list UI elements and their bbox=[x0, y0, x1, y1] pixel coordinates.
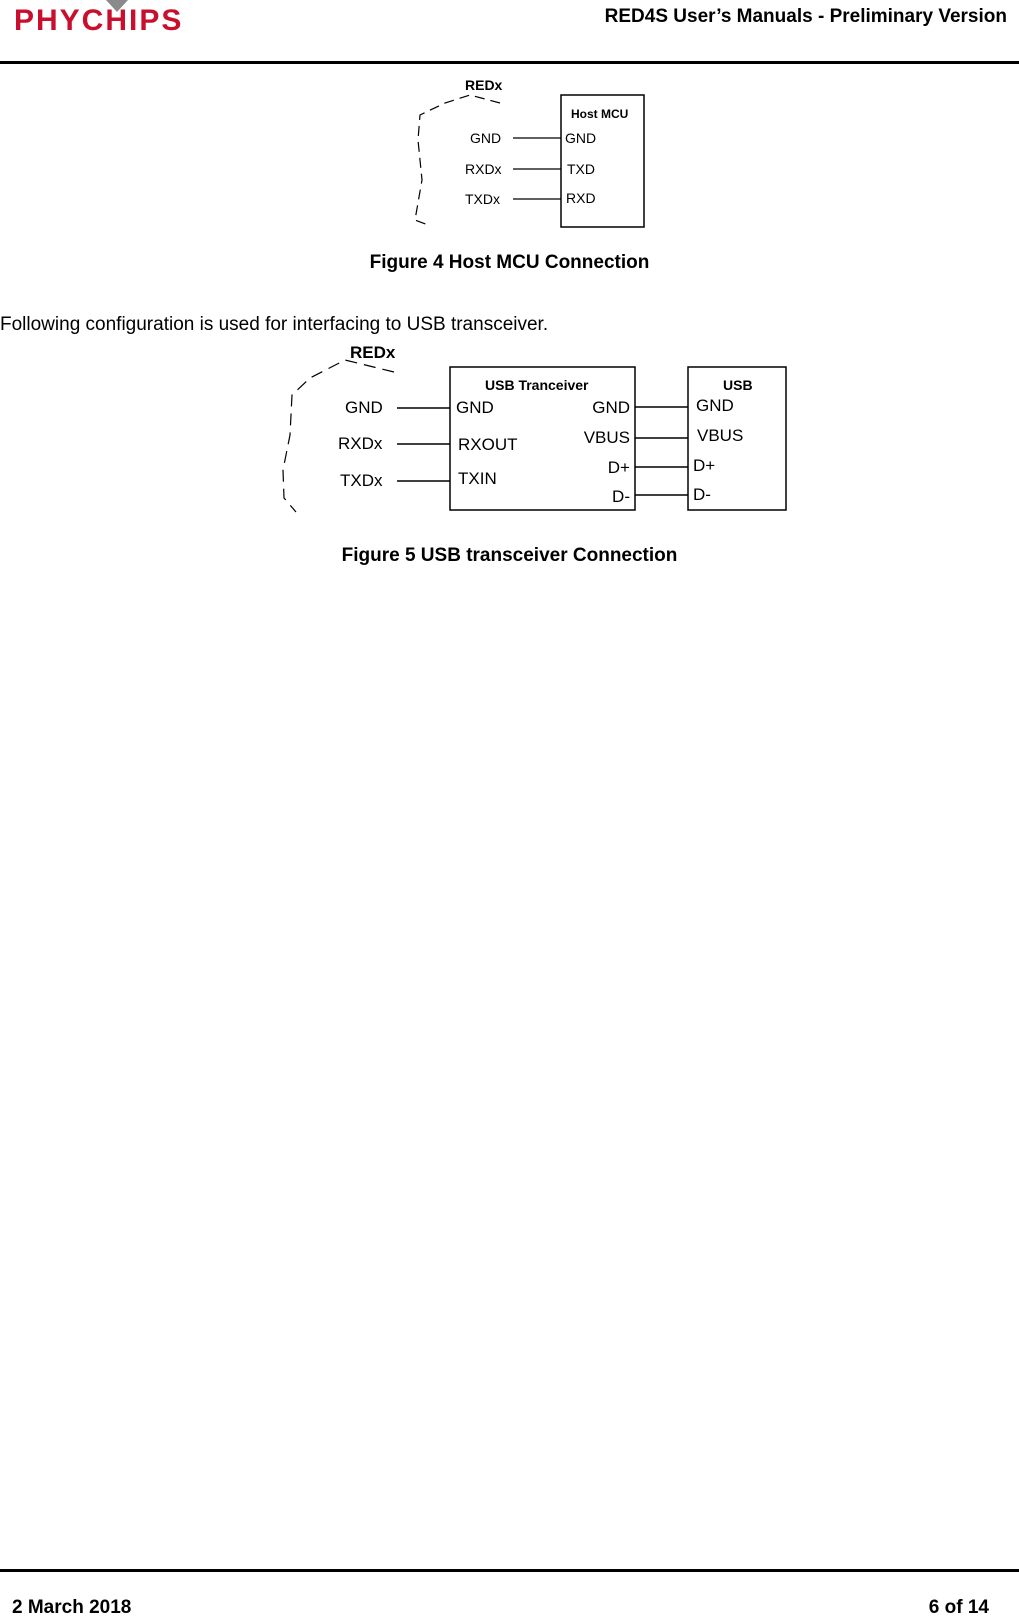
figure5-diagram bbox=[0, 340, 1019, 540]
mcu-pin-txd: TXD bbox=[567, 161, 595, 177]
usb-transceiver-title: USB Tranceiver bbox=[485, 377, 589, 393]
figure4-redx-pin-txdx: TXDx bbox=[465, 191, 500, 207]
transceiver-pin-dminus: D- bbox=[612, 487, 630, 506]
usb-pin-gnd: GND bbox=[696, 396, 734, 415]
document-title: RED4S User’s Manuals - Preliminary Version bbox=[604, 6, 1007, 27]
transceiver-pin-gnd-right: GND bbox=[592, 398, 630, 417]
transceiver-pin-vbus: VBUS bbox=[583, 428, 630, 447]
figure5-redx-label: REDx bbox=[350, 343, 396, 362]
figure4-caption: Figure 4 Host MCU Connection bbox=[369, 252, 650, 273]
transceiver-pin-gnd: GND bbox=[456, 398, 494, 417]
figure4-redx-pin-rxdx: RXDx bbox=[465, 161, 502, 177]
mcu-pin-gnd: GND bbox=[565, 130, 597, 146]
page-number: 6 of 14 bbox=[928, 1597, 989, 1618]
transceiver-pin-txin: TXIN bbox=[458, 469, 497, 488]
logo-text: PHYCHIPS bbox=[14, 4, 184, 34]
mcu-pin-rxd: RXD bbox=[566, 190, 596, 206]
host-mcu-title: Host MCU bbox=[571, 107, 629, 121]
usb-title: USB bbox=[723, 377, 753, 393]
figure5-caption: Figure 5 USB transceiver Connection bbox=[341, 545, 678, 566]
usb-pin-dplus: D+ bbox=[693, 456, 716, 475]
figure5-redx-pin-rxdx: RXDx bbox=[338, 434, 383, 453]
phychips-logo bbox=[14, 0, 264, 34]
footer-rule bbox=[0, 1569, 1019, 1572]
usb-pin-vbus: VBUS bbox=[697, 426, 744, 445]
usb-pin-dminus: D- bbox=[693, 485, 711, 504]
figure4-diagram bbox=[0, 70, 1019, 240]
figure5-redx-pin-txdx: TXDx bbox=[340, 471, 383, 490]
transceiver-pin-rxout: RXOUT bbox=[458, 435, 518, 454]
figure4-redx-pin-gnd: GND bbox=[470, 130, 502, 146]
figure4-redx-label: REDx bbox=[465, 77, 503, 93]
figure5-redx-pin-gnd: GND bbox=[345, 398, 383, 417]
footer-date: 2 March 2018 bbox=[12, 1597, 132, 1618]
transceiver-pin-dplus: D+ bbox=[607, 458, 630, 477]
header-rule bbox=[0, 61, 1019, 64]
body-paragraph: Following configuration is used for interfacing to USB transceiver. bbox=[0, 314, 549, 335]
